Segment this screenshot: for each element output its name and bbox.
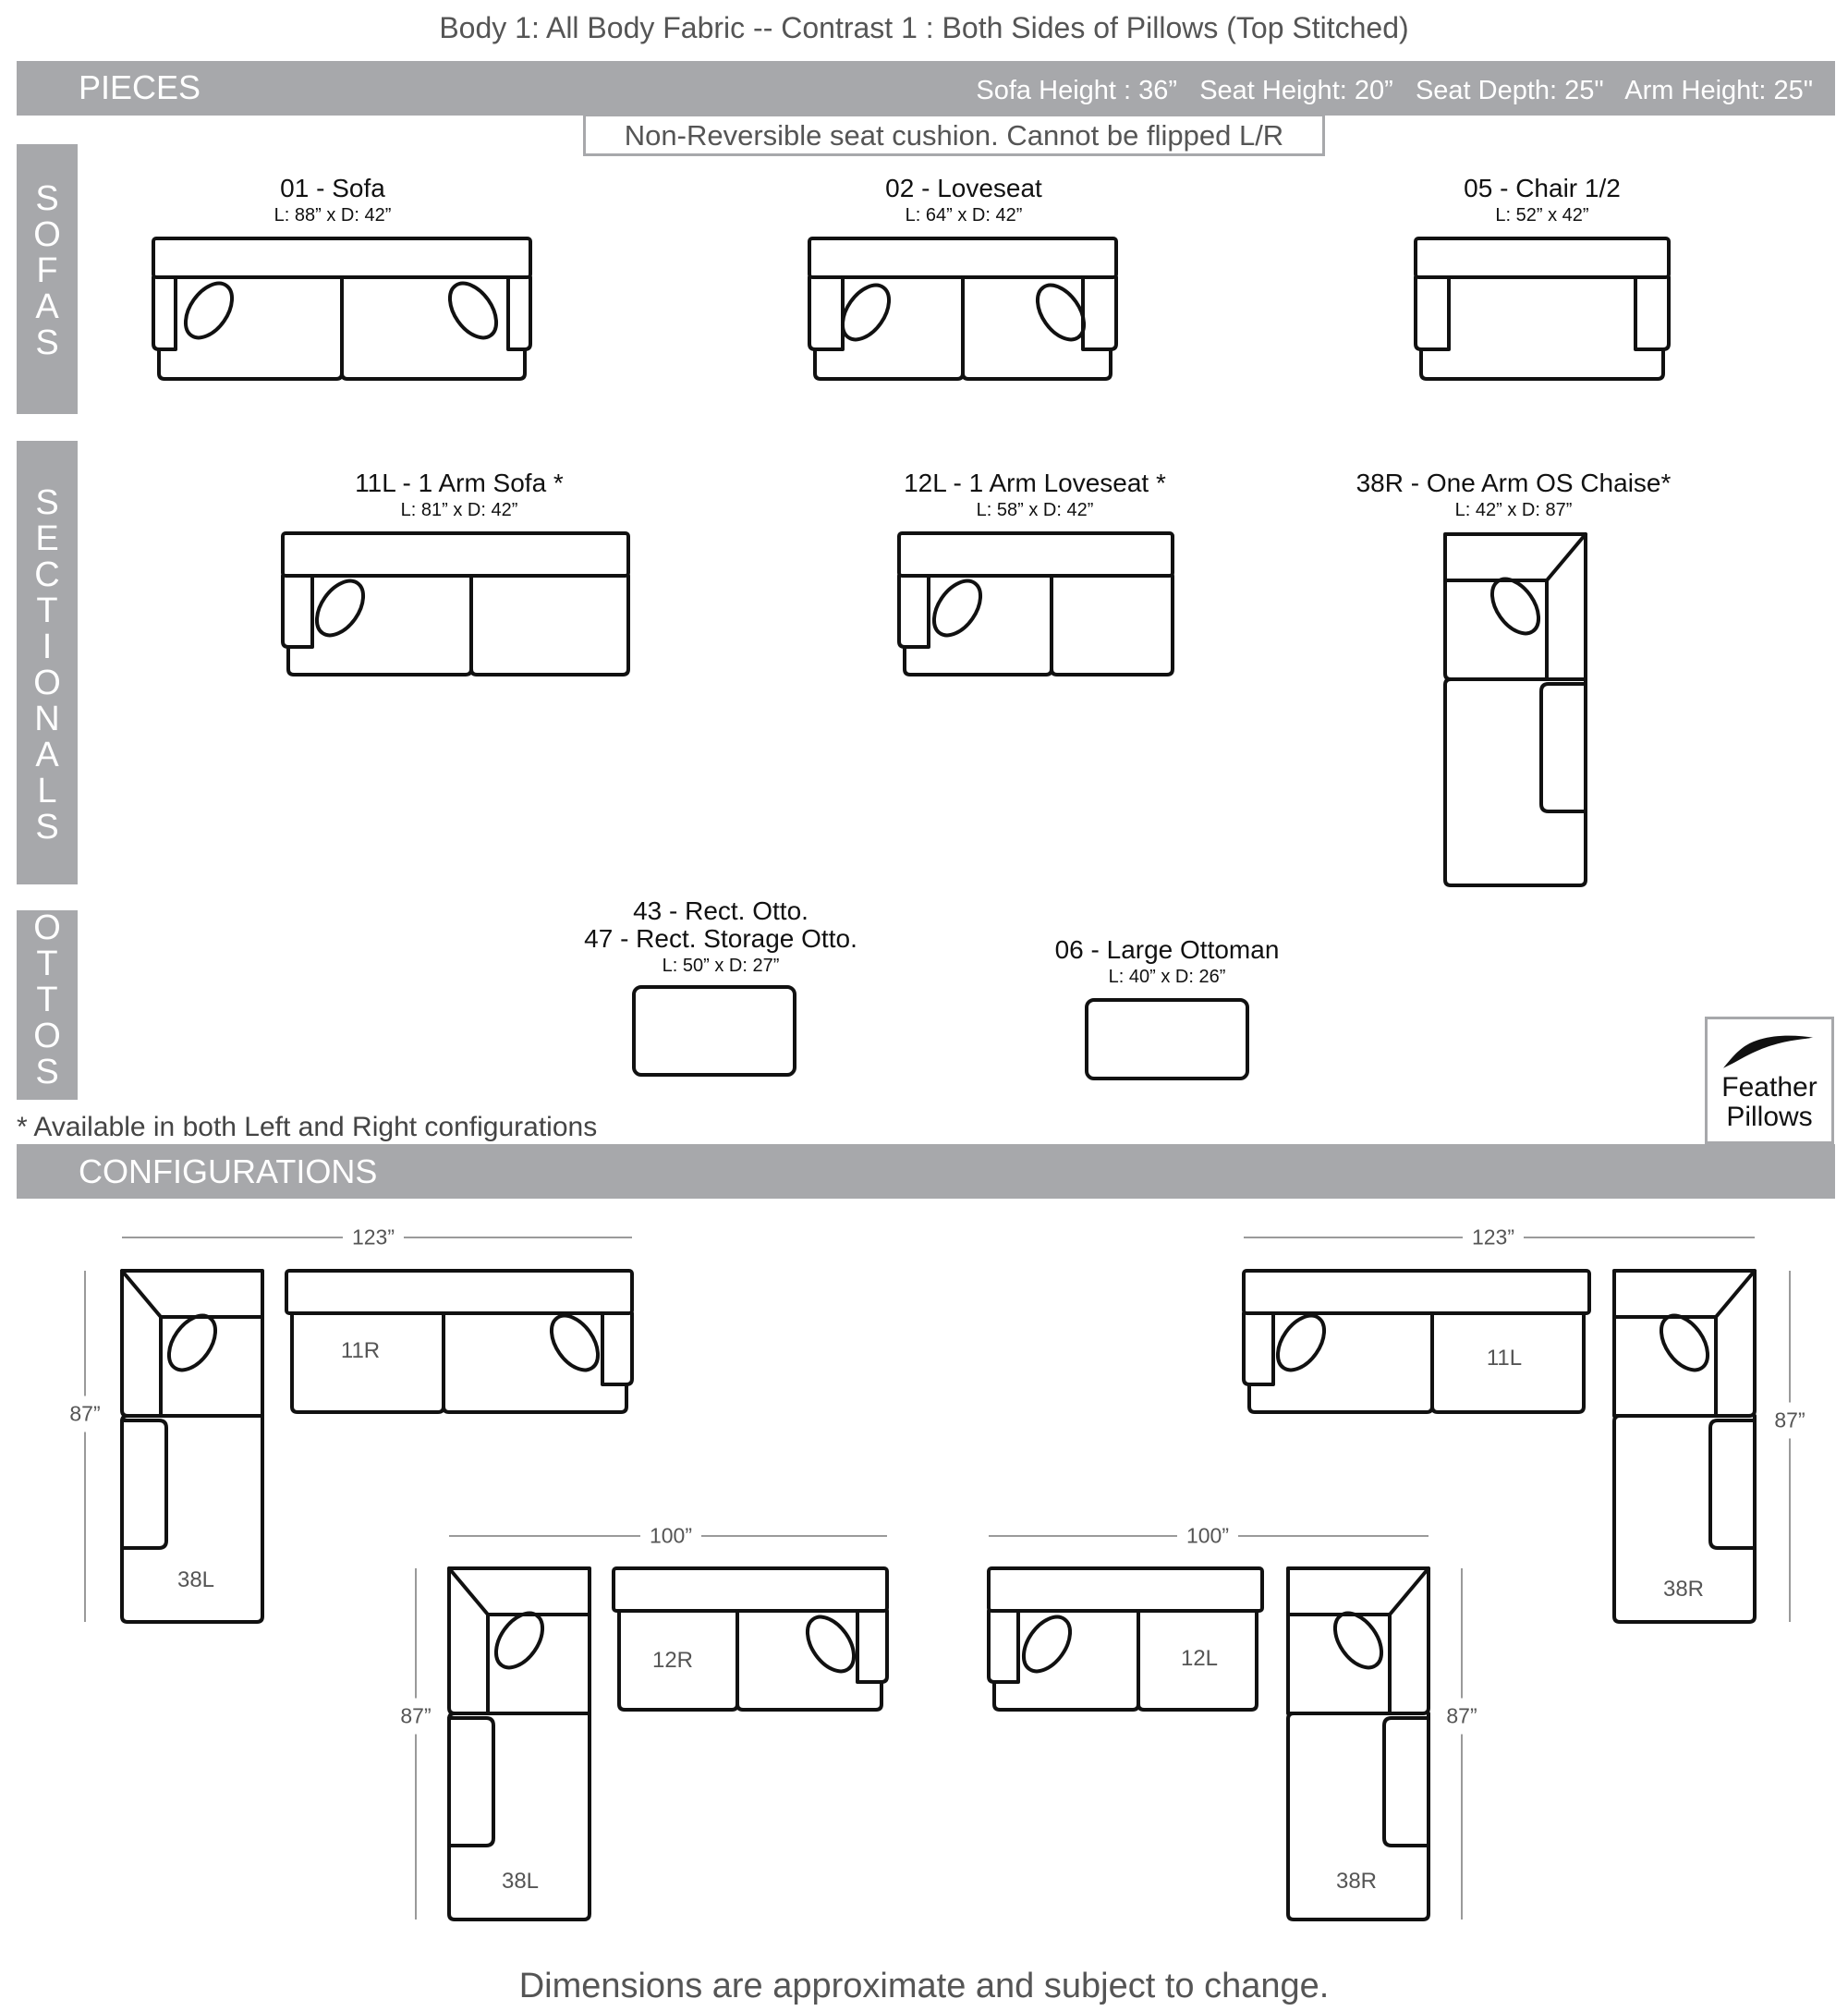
config-bottom-left-width: 100” (640, 1524, 701, 1549)
large-otto-title: 06 - Large Ottoman (1054, 935, 1280, 964)
config-bottom-right-drawing (989, 1568, 1429, 1920)
rect-otto-dims: L: 50” x D: 27” (662, 956, 780, 976)
config-top-left-11r-label: 11R (340, 1338, 381, 1363)
config-top-right-depth: 87” (1772, 1403, 1806, 1439)
arm-loveseat-dims: L: 58” x D: 42” (976, 500, 1094, 520)
loveseat-title: 02 - Loveseat (885, 174, 1042, 202)
config-bottom-left-drawing (449, 1568, 887, 1920)
chair-title: 05 - Chair 1/2 (1464, 174, 1621, 202)
feather-label-1: Feather (1721, 1072, 1818, 1103)
availability-note: * Available in both Left and Right configurations (17, 1112, 598, 1142)
chair-dims: L: 52” x 42” (1495, 205, 1589, 225)
ottos-tab: O T T O S (17, 910, 78, 1100)
config-top-right-width: 123” (1463, 1225, 1524, 1250)
loveseat-drawing (809, 238, 1116, 379)
config-bottom-left-38l-label: 38L (501, 1869, 540, 1894)
chaise-drawing (1445, 534, 1586, 885)
sofa-dims: L: 88” x D: 42” (274, 205, 392, 225)
config-bottom-right-12l-label: 12L (1180, 1646, 1219, 1671)
config-bottom-right-38r-label: 38R (1335, 1869, 1378, 1894)
sofas-tab: S O F A S (17, 144, 78, 414)
fabric-caption: Body 1: All Body Fabric -- Contrast 1 : Both Sides of Pillows (Top Stitched) (439, 11, 1409, 44)
loveseat-dims: L: 64” x D: 42” (905, 205, 1023, 225)
dimension-specs: Sofa Height : 36” Seat Height: 20” Seat Depth: 25" Arm Height: 25" (976, 76, 1813, 105)
arm-loveseat-title: 12L - 1 Arm Loveseat * (904, 469, 1166, 497)
config-top-right-11l-label: 11L (1486, 1346, 1523, 1371)
chaise-dims: L: 42” x D: 87” (1454, 500, 1573, 520)
feather-label-2: Pillows (1726, 1102, 1813, 1132)
config-top-left-38l-label: 38L (176, 1567, 215, 1592)
chair-drawing (1416, 238, 1669, 379)
storage-otto-title: 47 - Rect. Storage Otto. (584, 924, 857, 953)
arm-loveseat-drawing (899, 533, 1173, 675)
non-reversible-notice: Non-Reversible seat cushion. Cannot be flipped L/R (583, 114, 1325, 156)
rect-ottoman-drawing (634, 987, 795, 1075)
configurations-title: CONFIGURATIONS (79, 1152, 378, 1190)
config-bottom-left-12r-label: 12R (651, 1648, 694, 1673)
arm-sofa-drawing (283, 533, 628, 675)
config-top-left-depth: 87” (67, 1396, 102, 1432)
config-bottom-left-depth: 87” (398, 1699, 432, 1735)
chaise-title: 38R - One Arm OS Chaise* (1356, 469, 1672, 497)
large-ottoman-drawing (1087, 1000, 1247, 1079)
arm-sofa-title: 11L - 1 Arm Sofa * (355, 469, 564, 497)
rect-otto-title: 43 - Rect. Otto. (633, 896, 808, 925)
sofa-title: 01 - Sofa (280, 174, 385, 202)
arm-sofa-dims: L: 81” x D: 42” (400, 500, 518, 520)
config-top-left-width: 123” (343, 1225, 404, 1250)
sofa-drawing (153, 238, 530, 379)
config-top-right-38r-label: 38R (1662, 1577, 1705, 1602)
config-bottom-right-depth: 87” (1444, 1699, 1478, 1735)
sectionals-tab: S E C T I O N A L S (17, 441, 78, 884)
config-bottom-right-width: 100” (1177, 1524, 1238, 1549)
footer-disclaimer: Dimensions are approximate and subject to change. (518, 1967, 1330, 2005)
pieces-title: PIECES (79, 68, 201, 106)
large-otto-dims: L: 40” x D: 26” (1108, 967, 1226, 987)
